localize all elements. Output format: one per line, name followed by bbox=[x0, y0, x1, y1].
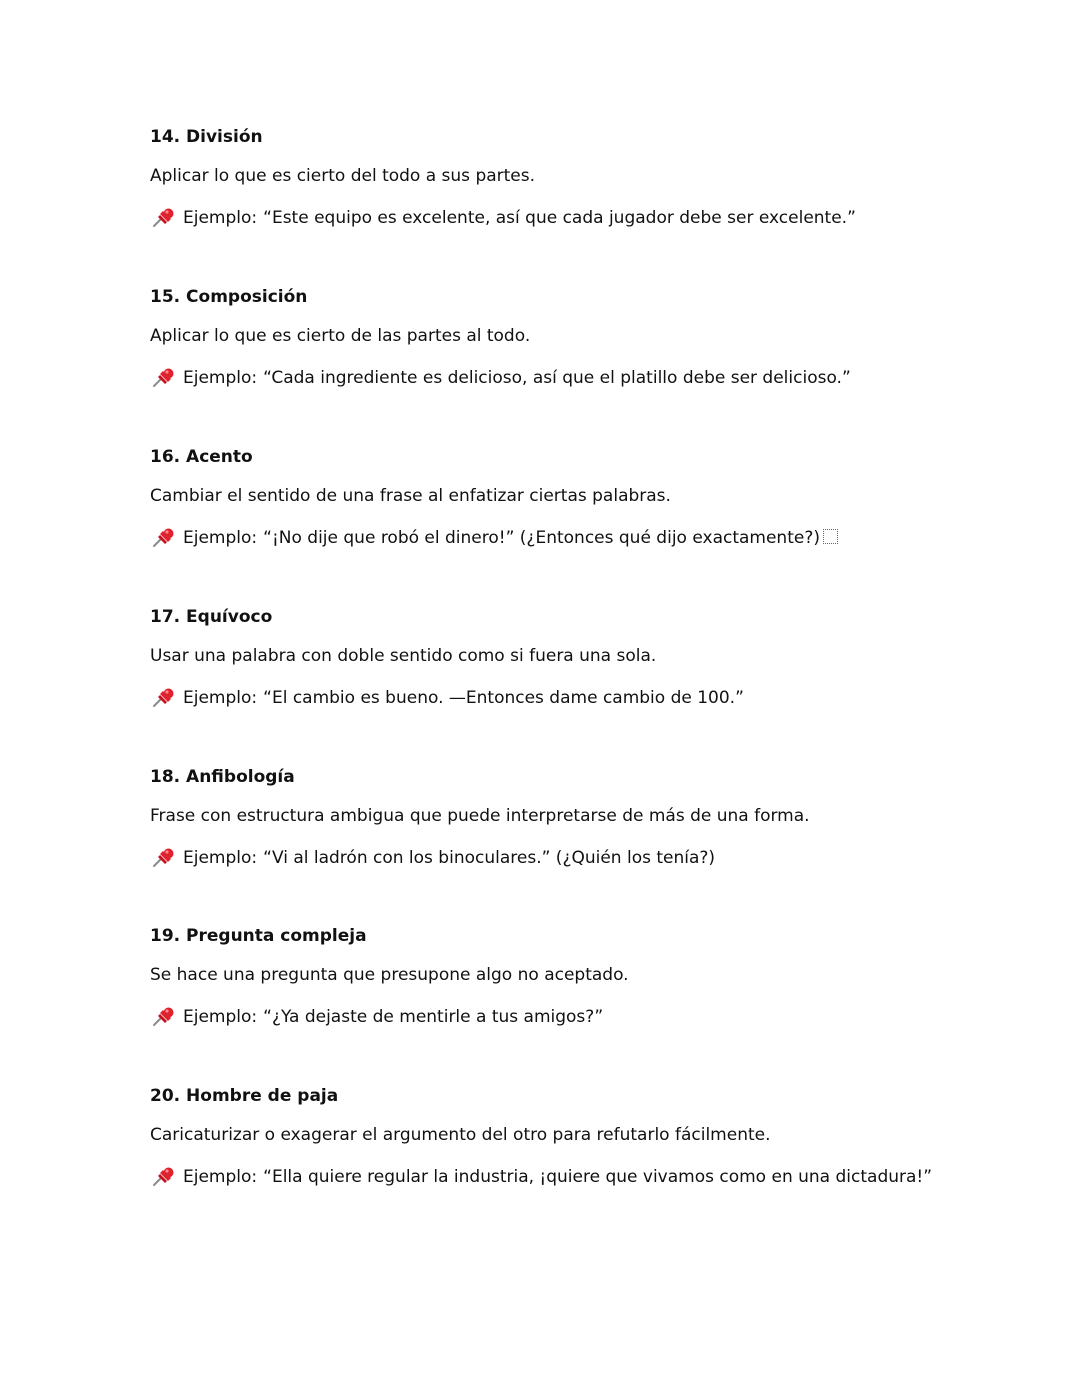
example-label: Ejemplo: bbox=[183, 848, 258, 868]
section-example bbox=[150, 366, 851, 390]
example-text: “Vi al ladrón con los binoculares.” (¿Quién los tenía?) bbox=[263, 848, 716, 868]
pushpin-icon bbox=[150, 526, 176, 550]
pushpin-icon bbox=[150, 846, 176, 870]
section-heading: 17. Equívoco bbox=[150, 607, 273, 627]
section-example bbox=[150, 206, 856, 230]
section-heading: 14. División bbox=[150, 127, 263, 147]
example-text: “¡No dije que robó el dinero!” (¿Entonces qué dijo exactamente?) bbox=[263, 528, 820, 548]
section-heading: 20. Hombre de paja bbox=[150, 1086, 339, 1106]
section-example bbox=[150, 846, 715, 870]
section-description: Usar una palabra con doble sentido como si fuera una sola. bbox=[150, 646, 657, 666]
section-description: Se hace una pregunta que presupone algo no aceptado. bbox=[150, 965, 629, 985]
example-label: Ejemplo: bbox=[183, 368, 258, 388]
example-text: “Este equipo es excelente, así que cada jugador debe ser excelente.” bbox=[263, 208, 856, 228]
example-label: Ejemplo: bbox=[183, 1007, 258, 1027]
pushpin-icon bbox=[150, 686, 176, 710]
section-heading: 19. Pregunta compleja bbox=[150, 926, 367, 946]
example-text: “¿Ya dejaste de mentirle a tus amigos?” bbox=[263, 1007, 604, 1027]
example-label: Ejemplo: bbox=[183, 688, 258, 708]
example-text: “El cambio es bueno. —Entonces dame cambio de 100.” bbox=[263, 688, 744, 708]
section-example bbox=[150, 1005, 603, 1029]
unknown-character-box bbox=[823, 529, 838, 544]
pushpin-icon bbox=[150, 366, 176, 390]
section-example bbox=[150, 686, 744, 710]
section-heading: 16. Acento bbox=[150, 447, 253, 467]
section-description: Caricaturizar o exagerar el argumento del otro para refutarlo fácilmente. bbox=[150, 1125, 771, 1145]
pushpin-icon bbox=[150, 206, 176, 230]
example-text: “Ella quiere regular la industria, ¡quiere que vivamos como en una dictadura!” bbox=[263, 1167, 933, 1187]
section-example bbox=[150, 526, 838, 550]
section-heading: 15. Composición bbox=[150, 287, 308, 307]
example-text: “Cada ingrediente es delicioso, así que el platillo debe ser delicioso.” bbox=[263, 368, 851, 388]
example-label: Ejemplo: bbox=[183, 528, 258, 548]
example-label: Ejemplo: bbox=[183, 1167, 258, 1187]
pushpin-icon bbox=[150, 1165, 176, 1189]
section-description: Frase con estructura ambigua que puede interpretarse de más de una forma. bbox=[150, 806, 810, 826]
section-heading: 18. Anfibología bbox=[150, 767, 295, 787]
section-example bbox=[150, 1165, 932, 1189]
example-label: Ejemplo: bbox=[183, 208, 258, 228]
section-description: Aplicar lo que es cierto del todo a sus partes. bbox=[150, 166, 536, 186]
section-description: Cambiar el sentido de una frase al enfatizar ciertas palabras. bbox=[150, 486, 671, 506]
pushpin-icon bbox=[150, 1005, 176, 1029]
section-description: Aplicar lo que es cierto de las partes al todo. bbox=[150, 326, 531, 346]
